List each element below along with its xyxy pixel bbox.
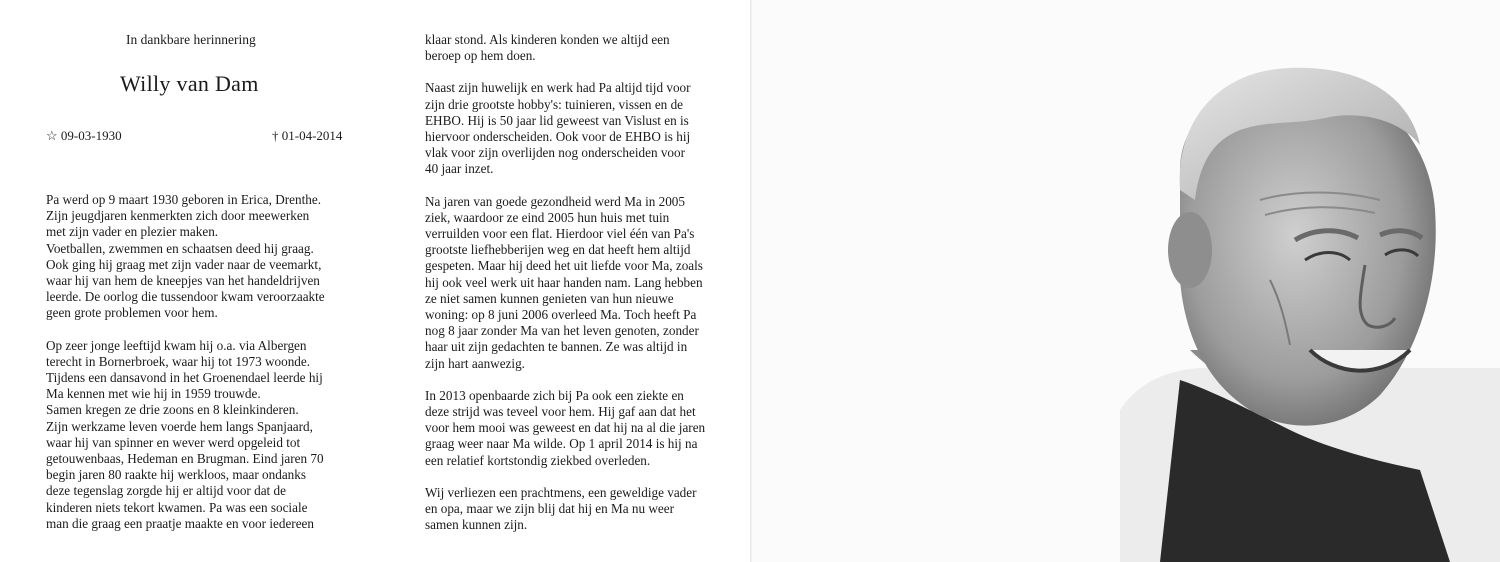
portrait-photo-icon bbox=[1120, 50, 1500, 562]
text-line: voor hem mooi was geweest en dat hij na al die jaren bbox=[425, 420, 706, 436]
text-line: en opa, maar we zijn blij dat hij en Ma nu weer bbox=[425, 501, 675, 517]
text-line: begin jaren 80 raakte hij werkloos, maar ondanks bbox=[46, 467, 307, 483]
text-line: woning: op 8 juni 2006 overleed Ma. Toch heeft Pa bbox=[425, 307, 697, 323]
text-line: leerde. De oorlog die tussendoor kwam veroorzaakte bbox=[46, 289, 325, 305]
text-line: Tijdens een dansavond in het Groenendael leerde hij bbox=[46, 370, 323, 386]
text-line: deze strijd was teveel voor hem. Hij gaf aan dat het bbox=[425, 404, 696, 420]
paragraph bbox=[425, 388, 725, 469]
text-line: ze niet samen kunnen genieten van hun nieuwe bbox=[425, 290, 674, 306]
text-line: Na jaren van goede gezondheid werd Ma in 2005 bbox=[425, 193, 685, 209]
text-line: klaar stond. Als kinderen konden we altijd een bbox=[425, 32, 670, 47]
text-line: Pa werd op 9 maart 1930 geboren in Erica, Drenthe. bbox=[46, 192, 322, 207]
text-line: hij ook veel werk uit haar handen nam. Lang hebben bbox=[425, 274, 703, 290]
biography-column-1 bbox=[46, 192, 346, 532]
text-line: Samen kregen ze drie zoons en 8 kleinkinderen. bbox=[46, 402, 299, 418]
text-line: grootste liefhebberijen weg en dat heeft hem altijd bbox=[425, 242, 691, 258]
text-line: verruilden voor een flat. Hierdoor viel één van Pa's bbox=[425, 226, 695, 242]
text-line: In 2013 openbaarde zich bij Pa ook een ziekte en bbox=[425, 387, 684, 403]
text-line: EHBO. Hij is 50 jaar lid geweest van Vislust en is bbox=[425, 112, 689, 128]
text-line: hiervoor onderscheiden. Ook voor de EHBO is hij bbox=[425, 129, 691, 145]
memorial-subtitle: In dankbare herinnering bbox=[126, 32, 256, 47]
text-line: gespeten. Maar hij deed het uit liefde voor Ma, zoals bbox=[425, 258, 703, 274]
text-line: zijn hart aanwezig. bbox=[425, 355, 525, 371]
paragraph bbox=[425, 32, 725, 64]
text-line: Naast zijn huwelijk en werk had Pa altijd tijd voor bbox=[425, 80, 691, 96]
paragraph bbox=[46, 192, 346, 322]
birth-date: ☆ 09-03-1930 bbox=[46, 128, 122, 143]
text-line: beroep op hem doen. bbox=[425, 48, 536, 64]
paragraph bbox=[425, 80, 725, 177]
text-line: ziek, waardoor ze eind 2005 hun huis met tuin bbox=[425, 209, 670, 225]
text-line: Ma kennen met wie hij in 1959 trouwde. bbox=[46, 386, 261, 402]
text-line: waar hij van spinner en wever werd opgeleid tot bbox=[46, 434, 301, 450]
paragraph bbox=[425, 485, 725, 534]
paragraph bbox=[425, 194, 725, 372]
text-line: kinderen niets tekort kwamen. Pa was een sociale bbox=[46, 499, 308, 515]
text-line: nog 8 jaar zonder Ma van het leven genoten, zonder bbox=[425, 323, 699, 339]
text-line: man die graag een praatje maakte en voor iedereen bbox=[46, 515, 314, 531]
text-line: graag weer naar Ma wilde. Op 1 april 2014 is hij na bbox=[425, 436, 698, 452]
text-line: geen grote problemen voor hem. bbox=[46, 305, 218, 321]
text-line: 40 jaar inzet. bbox=[425, 161, 494, 177]
text-line: Zijn jeugdjaren kenmerkten zich door meewerken bbox=[46, 208, 310, 224]
text-line: Zijn werkzame leven voerde hem langs Spanjaard, bbox=[46, 418, 313, 434]
text-line: Ook ging hij graag met zijn vader naar de veemarkt, bbox=[46, 256, 322, 272]
biography-column-2 bbox=[425, 32, 725, 533]
text-line: zijn drie grootste hobby's: tuinieren, vissen en de bbox=[425, 96, 684, 112]
text-line: terecht in Bornerbroek, waar hij tot 1973 woonde. bbox=[46, 353, 311, 369]
text-line: met zijn vader en plezier maken. bbox=[46, 224, 219, 240]
text-line: een relatief kortstondig ziekbed overleden. bbox=[425, 452, 651, 468]
text-line: deze tegenslag zorgde hij er altijd voor dat de bbox=[46, 483, 286, 499]
text-line: samen kunnen zijn. bbox=[425, 517, 528, 533]
text-line: haar uit zijn gedachten te bannen. Ze was altijd in bbox=[425, 339, 688, 355]
text-line: vlak voor zijn overlijden nog onderscheiden voor bbox=[425, 145, 686, 161]
death-date: † 01-04-2014 bbox=[272, 128, 343, 143]
text-line: waar hij van hem de kneepjes van het handeldrijven bbox=[46, 273, 320, 289]
text-line: Voetballen, zwemmen en schaatsen deed hij graag. bbox=[46, 240, 314, 256]
deceased-name: Willy van Dam bbox=[120, 71, 259, 96]
text-line: getouwenbaas, Hedeman en Brugman. Eind jaren 70 bbox=[46, 451, 324, 467]
text-line: Op zeer jonge leeftijd kwam hij o.a. via Albergen bbox=[46, 337, 307, 353]
paragraph bbox=[46, 338, 346, 532]
text-line: Wij verliezen een prachtmens, een geweldige vader bbox=[425, 484, 697, 500]
